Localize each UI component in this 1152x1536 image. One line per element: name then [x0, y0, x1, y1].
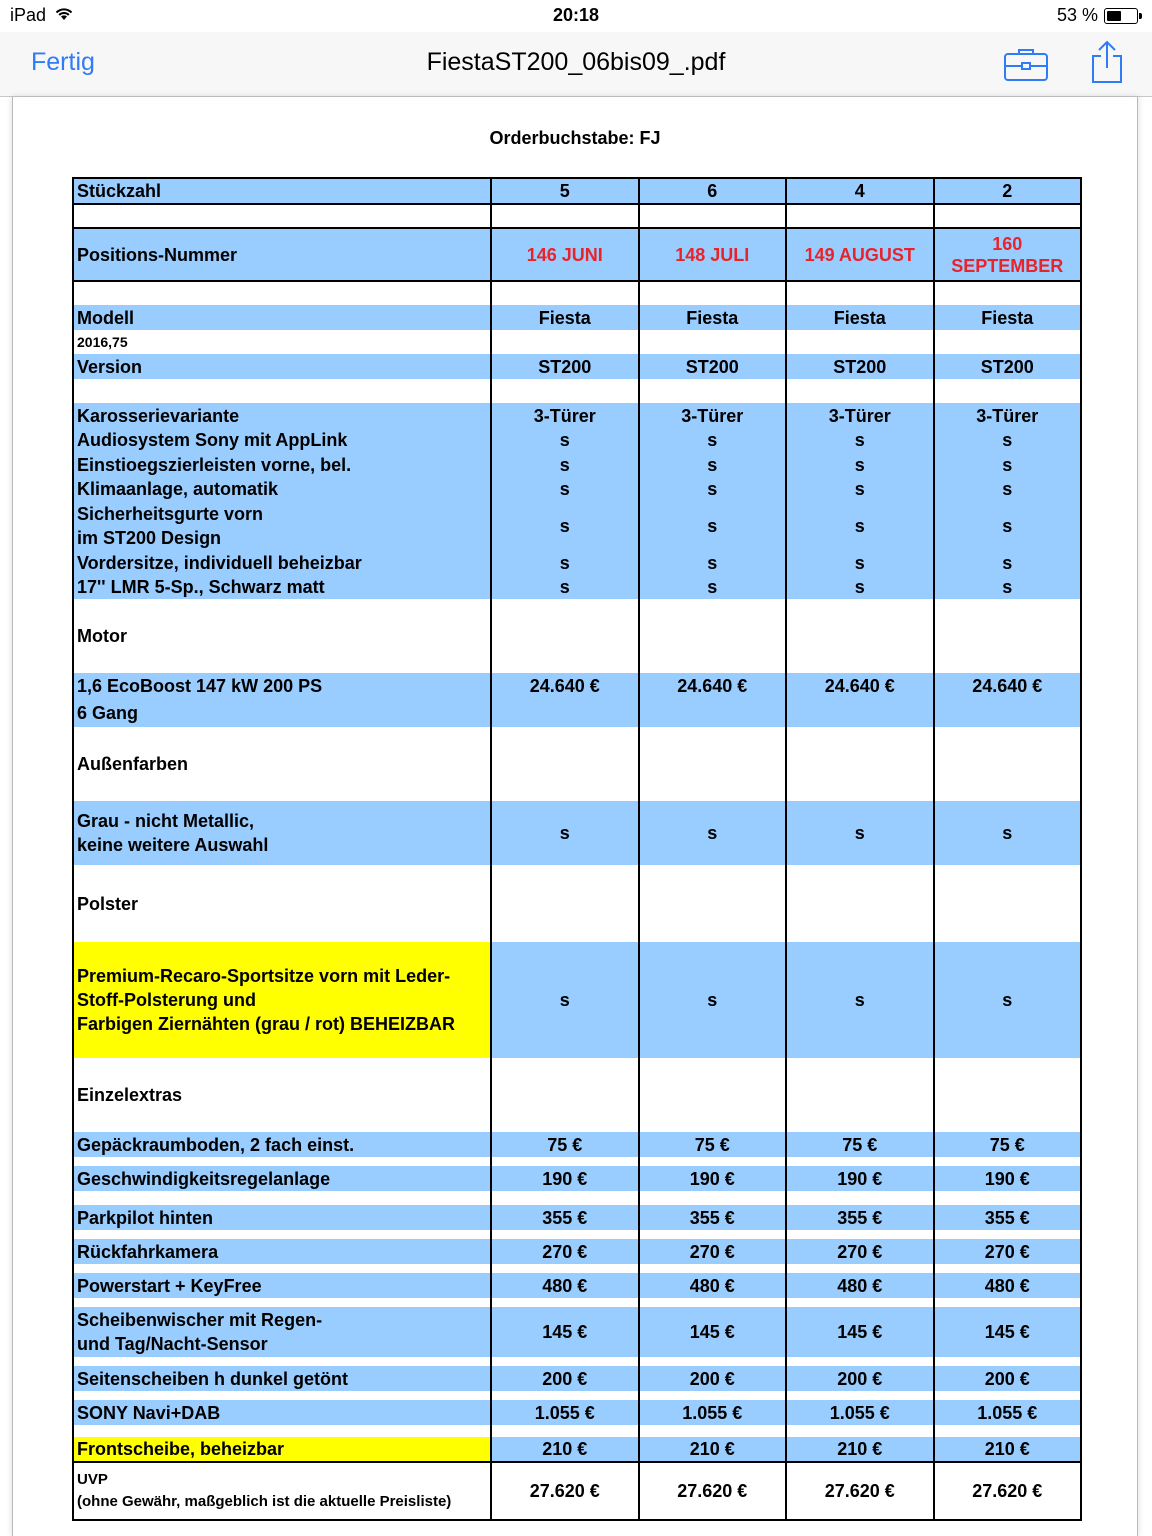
cell-price: 270 €	[934, 1239, 1082, 1264]
table-row	[73, 354, 1081, 379]
row-label-line: im ST200 Design	[77, 527, 222, 548]
navigation-bar	[0, 32, 1152, 97]
cell-price: 145 €	[934, 1307, 1082, 1357]
cell-value: s	[934, 428, 1082, 452]
toolbox-icon[interactable]	[1003, 46, 1049, 87]
cell-value: s	[491, 501, 639, 550]
cell-value: s	[786, 575, 934, 599]
row-label-line: Scheibenwischer mit Regen-	[77, 1310, 323, 1330]
row-label: Version	[73, 354, 491, 379]
cell-value: 149 AUGUST	[786, 228, 934, 281]
cell-value: s	[639, 550, 787, 575]
table-row	[73, 452, 1081, 477]
cell-price: 355 €	[639, 1205, 787, 1230]
row-label: Klimaanlage, automatik	[73, 477, 491, 501]
table-row	[73, 1366, 1081, 1391]
cell-value: s	[934, 477, 1082, 501]
row-label	[73, 801, 491, 865]
cell-price: 75 €	[934, 1132, 1082, 1157]
row-label	[73, 1462, 491, 1520]
cell-value: s	[639, 942, 787, 1058]
table-row	[73, 1058, 1081, 1132]
cell-price: 27.620 €	[934, 1462, 1082, 1520]
cell-price: 480 €	[786, 1273, 934, 1298]
cell-price: 27.620 €	[786, 1462, 934, 1520]
row-label-line: Premium-Recaro-Sportsitze vorn mit Leder-	[77, 966, 451, 986]
row-label: Modell	[73, 305, 491, 330]
order-letter-heading: Orderbuchstabe: FJ	[489, 128, 661, 148]
cell-price: 270 €	[639, 1239, 787, 1264]
table-row	[73, 575, 1081, 599]
row-label: Frontscheibe, beheizbar	[73, 1437, 491, 1462]
cell-value: 160 SEPTEMBER	[934, 228, 1082, 281]
cell-price: 480 €	[934, 1273, 1082, 1298]
cell-value: s	[786, 428, 934, 452]
row-label: Gepäckraumboden, 2 fach einst.	[73, 1132, 491, 1157]
cell-price: 480 €	[491, 1273, 639, 1298]
cell-price: 145 €	[639, 1307, 787, 1357]
cell-value: ST200	[491, 354, 639, 379]
cell-price: 27.620 €	[491, 1462, 639, 1520]
cell-value: 4	[786, 178, 934, 204]
cell-value: Fiesta	[786, 305, 934, 330]
cell-value: Fiesta	[491, 305, 639, 330]
cell-value: 3-Türer	[786, 403, 934, 428]
table-row	[73, 1437, 1081, 1462]
cell-value: 3-Türer	[639, 403, 787, 428]
cell-price: 24.640 €	[934, 673, 1082, 727]
cell-value: s	[491, 942, 639, 1058]
row-label-line: Sicherheitsgurte vorn	[77, 503, 264, 524]
cell-value: 148 JULI	[639, 228, 787, 281]
cell-value: s	[639, 477, 787, 501]
cell-value: 3-Türer	[491, 403, 639, 428]
cell-value: s	[491, 452, 639, 477]
cell-value: s	[639, 452, 787, 477]
table-row	[73, 428, 1081, 452]
table-row	[73, 1230, 1081, 1239]
document-title: FiestaST200_06bis09_.pdf	[426, 48, 726, 76]
table-row	[73, 1462, 1081, 1520]
row-label: Vordersitze, individuell beheizbar	[73, 550, 491, 575]
table-row	[73, 403, 1081, 428]
row-label-line: Stoff-Polsterung und	[77, 990, 256, 1010]
cell-value: s	[934, 452, 1082, 477]
cell-price: 24.640 €	[491, 673, 639, 727]
row-label: Seitenscheiben h dunkel getönt	[73, 1366, 491, 1391]
cell-value: 6	[639, 178, 787, 204]
table-row	[73, 1425, 1081, 1437]
table-row	[73, 1273, 1081, 1298]
cell-price: 1.055 €	[491, 1400, 639, 1425]
battery-icon	[1104, 8, 1138, 24]
cell-value: ST200	[639, 354, 787, 379]
cell-value: s	[934, 575, 1082, 599]
table-row	[73, 305, 1081, 330]
cell-value: s	[786, 550, 934, 575]
table-row	[73, 942, 1081, 1058]
cell-price: 200 €	[639, 1366, 787, 1391]
cell-value: 146 JUNI	[491, 228, 639, 281]
cell-value: s	[934, 942, 1082, 1058]
cell-price: 1.055 €	[934, 1400, 1082, 1425]
cell-price: 480 €	[639, 1273, 787, 1298]
table-row	[73, 379, 1081, 403]
cell-price: 145 €	[491, 1307, 639, 1357]
cell-price: 24.640 €	[639, 673, 787, 727]
table-row	[73, 1307, 1081, 1357]
cell-value: Fiesta	[639, 305, 787, 330]
row-label-line: 1,6 EcoBoost 147 kW 200 PS	[77, 676, 323, 696]
cell-price: 75 €	[639, 1132, 787, 1157]
table-row	[73, 1132, 1081, 1157]
cell-price: 190 €	[491, 1166, 639, 1191]
row-label: SONY Navi+DAB	[73, 1400, 491, 1425]
row-label	[73, 1307, 491, 1357]
table-row	[73, 801, 1081, 865]
row-label: Karosserievariante	[73, 403, 491, 428]
cell-value: s	[786, 801, 934, 865]
cell-value: s	[639, 428, 787, 452]
cell-value: 5	[491, 178, 639, 204]
cell-price: 190 €	[934, 1166, 1082, 1191]
done-button[interactable]: Fertig	[31, 48, 95, 76]
table-row	[73, 501, 1081, 550]
cell-value: s	[491, 575, 639, 599]
table-row	[73, 281, 1081, 305]
table-row	[73, 228, 1081, 281]
row-label-line: 6 Gang	[77, 703, 139, 723]
order-table	[72, 177, 1082, 1521]
table-row	[73, 1157, 1081, 1166]
table-row	[73, 865, 1081, 942]
device-name: iPad	[10, 5, 47, 25]
row-label	[73, 942, 491, 1058]
table-row	[73, 550, 1081, 575]
row-label: Positions-Nummer	[73, 228, 491, 281]
row-label-line: Farbigen Ziernähten (grau / rot) BEHEIZBAR	[77, 1014, 456, 1034]
cell-value: s	[786, 477, 934, 501]
uvp-label: UVP	[77, 1471, 108, 1488]
cell-price: 200 €	[786, 1366, 934, 1391]
table-row	[73, 1400, 1081, 1425]
pdf-page[interactable]	[12, 97, 1138, 1536]
table-row	[73, 1239, 1081, 1264]
cell-price: 210 €	[934, 1437, 1082, 1462]
row-label: Einstioegszierleisten vorne, bel.	[73, 452, 491, 477]
cell-price: 270 €	[786, 1239, 934, 1264]
cell-price: 210 €	[639, 1437, 787, 1462]
cell-value: 2	[934, 178, 1082, 204]
cell-price: 27.620 €	[639, 1462, 787, 1520]
cell-value: s	[491, 801, 639, 865]
cell-value: s	[786, 942, 934, 1058]
cell-price: 200 €	[491, 1366, 639, 1391]
row-label-line: keine weitere Auswahl	[77, 835, 269, 855]
cell-price: 355 €	[786, 1205, 934, 1230]
cell-price: 75 €	[491, 1132, 639, 1157]
status-bar	[0, 0, 1152, 32]
model-year: 2016,75	[73, 330, 491, 354]
cell-value: s	[491, 428, 639, 452]
row-label-line: Grau - nicht Metallic,	[77, 811, 255, 831]
cell-price: 1.055 €	[639, 1400, 787, 1425]
cell-value: ST200	[786, 354, 934, 379]
table-row	[73, 727, 1081, 801]
cell-value: s	[934, 501, 1082, 550]
row-label-line: und Tag/Nacht-Sensor	[77, 1334, 268, 1354]
cell-value: 3-Türer	[934, 403, 1082, 428]
table-row	[73, 599, 1081, 673]
cell-price: 190 €	[639, 1166, 787, 1191]
row-label	[73, 501, 491, 550]
share-icon[interactable]	[1090, 40, 1124, 89]
row-label: Rückfahrkamera	[73, 1239, 491, 1264]
cell-value: s	[639, 575, 787, 599]
section-label: Polster	[73, 865, 491, 942]
cell-price: 210 €	[491, 1437, 639, 1462]
row-label: Geschwindigkeitsregelanlage	[73, 1166, 491, 1191]
cell-price: 145 €	[786, 1307, 934, 1357]
table-row	[73, 1191, 1081, 1205]
section-label: Motor	[73, 599, 491, 673]
cell-price: 1.055 €	[786, 1400, 934, 1425]
row-label: 17'' LMR 5-Sp., Schwarz matt	[73, 575, 491, 599]
table-row	[73, 477, 1081, 501]
cell-value: Fiesta	[934, 305, 1082, 330]
cell-price: 190 €	[786, 1166, 934, 1191]
table-row	[73, 1205, 1081, 1230]
table-row	[73, 204, 1081, 228]
cell-value: s	[639, 501, 787, 550]
row-label: Audiosystem Sony mit AppLink	[73, 428, 491, 452]
table-row	[73, 178, 1081, 204]
cell-price: 355 €	[934, 1205, 1082, 1230]
table-row	[73, 330, 1081, 354]
cell-price: 355 €	[491, 1205, 639, 1230]
cell-price: 270 €	[491, 1239, 639, 1264]
cell-value: s	[786, 501, 934, 550]
cell-price: 200 €	[934, 1366, 1082, 1391]
cell-value: s	[491, 477, 639, 501]
cell-price: 75 €	[786, 1132, 934, 1157]
table-row	[73, 1357, 1081, 1366]
row-label	[73, 673, 491, 727]
row-label: Parkpilot hinten	[73, 1205, 491, 1230]
table-row	[73, 1264, 1081, 1273]
battery-percent: 53 %	[1056, 5, 1098, 25]
table-row	[73, 1166, 1081, 1191]
table-row	[73, 673, 1081, 727]
cell-value: s	[491, 550, 639, 575]
cell-value: s	[934, 550, 1082, 575]
cell-price: 24.640 €	[786, 673, 934, 727]
table-row	[73, 1298, 1081, 1307]
row-label: Powerstart + KeyFree	[73, 1273, 491, 1298]
row-label: Stückzahl	[73, 178, 491, 204]
cell-value: s	[639, 801, 787, 865]
cell-value: s	[934, 801, 1082, 865]
cell-value: ST200	[934, 354, 1082, 379]
clock: 20:18	[552, 5, 600, 25]
section-label: Einzelextras	[73, 1058, 491, 1132]
section-label: Außenfarben	[73, 727, 491, 801]
table-row	[73, 1391, 1081, 1400]
cell-value: s	[786, 452, 934, 477]
uvp-note: (ohne Gewähr, maßgeblich ist die aktuelle Preisliste)	[77, 1493, 452, 1510]
cell-price: 210 €	[786, 1437, 934, 1462]
